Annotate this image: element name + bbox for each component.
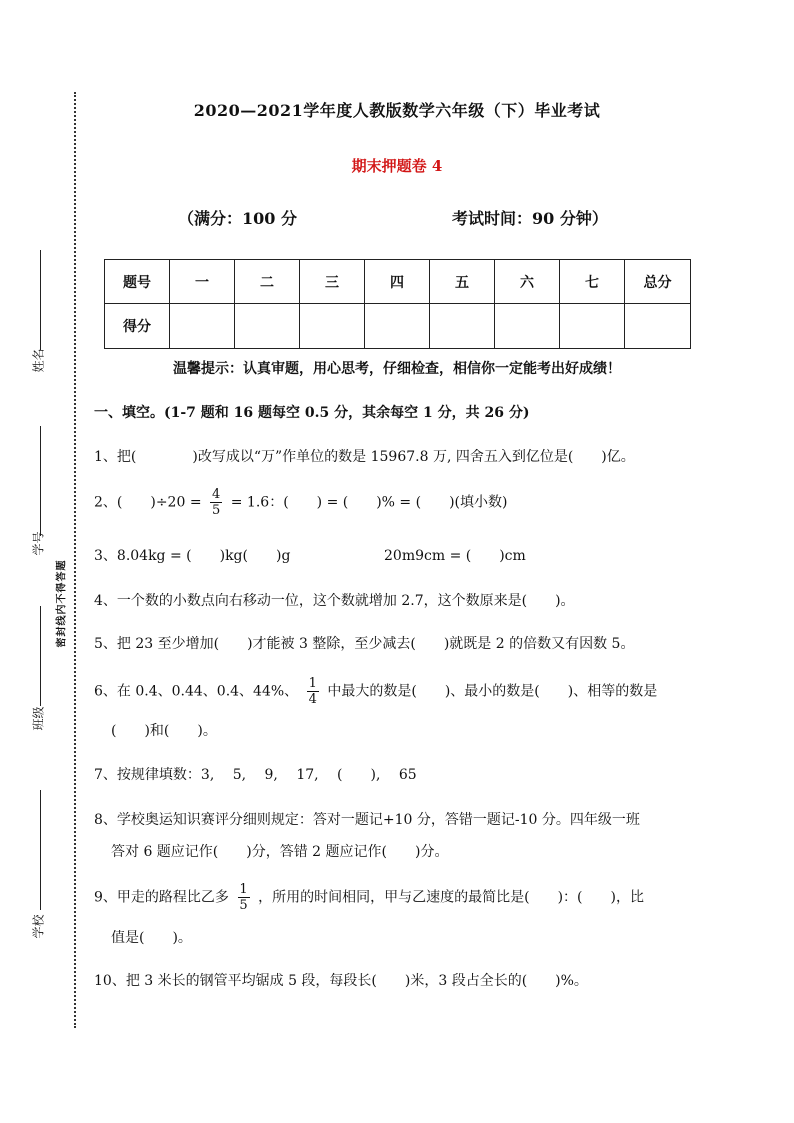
fraction-1-5 <box>237 882 249 913</box>
fraction-denominator: 5 <box>212 503 221 518</box>
cell-total: 总分 <box>625 260 691 304</box>
fraction-1-4 <box>307 676 319 707</box>
student-id-label: 学号 <box>31 531 46 556</box>
score-table-header-row <box>105 260 691 304</box>
question-2-part-a: 2、( )÷20 = <box>94 494 202 511</box>
exam-title: 2020—2021学年度人教版数学六年级（下）毕业考试 <box>193 101 601 120</box>
question-10: 10、把 3 米长的钢管平均锯成 5 段，每段长( )米，3 段占全长的( )%。 <box>94 973 588 989</box>
student-id-line <box>40 426 41 536</box>
question-9-part-a: 9、甲走的路程比乙多 <box>94 889 229 906</box>
question-4: 4、一个数的小数点向右移动一位，这个数就增加 2.7，这个数原来是( )。 <box>94 593 575 609</box>
question-6-part-b: 中最大的数是( )、最小的数是( )、相等的数是 <box>327 683 658 700</box>
cell-question-number-label: 题号 <box>105 260 170 304</box>
score-input-4[interactable] <box>365 304 430 349</box>
score-input-total[interactable] <box>625 304 691 349</box>
cell-part-4: 四 <box>365 260 430 304</box>
tip-text: 温馨提示：认真审题，用心思考，仔细检查，相信你一定能考出好成绩！ <box>173 361 621 377</box>
score-input-7[interactable] <box>560 304 625 349</box>
school-line <box>40 790 41 910</box>
fraction-denominator: 5 <box>239 898 248 913</box>
section-1-heading: 一、填空。(1-7 题和 16 题每空 0.5 分，其余每空 1 分，共 26 分) <box>94 405 530 421</box>
exam-subtitle: 期末押题卷 4 <box>351 157 443 175</box>
score-input-6[interactable] <box>495 304 560 349</box>
question-2 <box>94 487 507 518</box>
score-table <box>104 259 691 349</box>
seal-dotted-line <box>74 92 76 1028</box>
fraction-denominator: 4 <box>308 692 317 707</box>
full-score: （满分：100 分 <box>178 209 297 228</box>
question-2-part-b: = 1.6：( ) = ( )% = ( )(填小数) <box>230 494 508 511</box>
score-input-1[interactable] <box>170 304 235 349</box>
question-9-continuation: 值是( )。 <box>111 930 192 946</box>
seal-warning-text: 密封线内不得答题 <box>56 559 68 648</box>
cell-part-2: 二 <box>235 260 300 304</box>
fraction-numerator: 1 <box>239 882 248 897</box>
name-line <box>40 250 41 350</box>
question-8: 8、学校奥运知识赛评分细则规定：答对一题记+10 分，答错一题记-10 分。四年级一班 <box>94 812 640 828</box>
question-3a: 3、8.04kg = ( )kg( )g <box>94 548 291 564</box>
class-line <box>40 606 41 706</box>
cell-part-6: 六 <box>495 260 560 304</box>
question-6-part-a: 6、在 0.4、0.44、0.4、44%、 <box>94 683 299 700</box>
name-label: 姓名 <box>31 348 46 373</box>
question-6-continuation: ( )和( )。 <box>111 723 217 739</box>
question-9 <box>94 882 644 913</box>
question-7: 7、按规律填数：3, 5, 9, 17, ( ), 65 <box>94 767 417 783</box>
question-9-part-b: ，所用的时间相同，甲与乙速度的最简比是( )：( )，比 <box>258 889 644 906</box>
cell-part-7: 七 <box>560 260 625 304</box>
question-5: 5、把 23 至少增加( )才能被 3 整除，至少减去( )就既是 2 的倍数又有因数 5。 <box>94 636 635 652</box>
fraction-numerator: 4 <box>212 487 221 502</box>
fraction-numerator: 1 <box>308 676 317 691</box>
cell-part-5: 五 <box>430 260 495 304</box>
exam-time: 考试时间：90 分钟） <box>452 209 608 228</box>
score-input-3[interactable] <box>300 304 365 349</box>
score-input-2[interactable] <box>235 304 300 349</box>
question-8-continuation: 答对 6 题应记作( )分，答错 2 题应记作( )分。 <box>111 844 449 860</box>
question-6 <box>94 676 657 707</box>
score-input-5[interactable] <box>430 304 495 349</box>
question-1: 1、把( )改写成以“万”作单位的数是 15967.8 万, 四舍五入到亿位是( )亿。 <box>94 449 635 465</box>
cell-part-3: 三 <box>300 260 365 304</box>
fraction-4-5 <box>210 487 222 518</box>
school-label: 学校 <box>31 914 46 939</box>
question-3b: 20m9cm = ( )cm <box>384 548 526 564</box>
class-label: 班级 <box>31 706 46 731</box>
score-table-score-row <box>105 304 691 349</box>
cell-score-label: 得分 <box>105 304 170 349</box>
cell-part-1: 一 <box>170 260 235 304</box>
